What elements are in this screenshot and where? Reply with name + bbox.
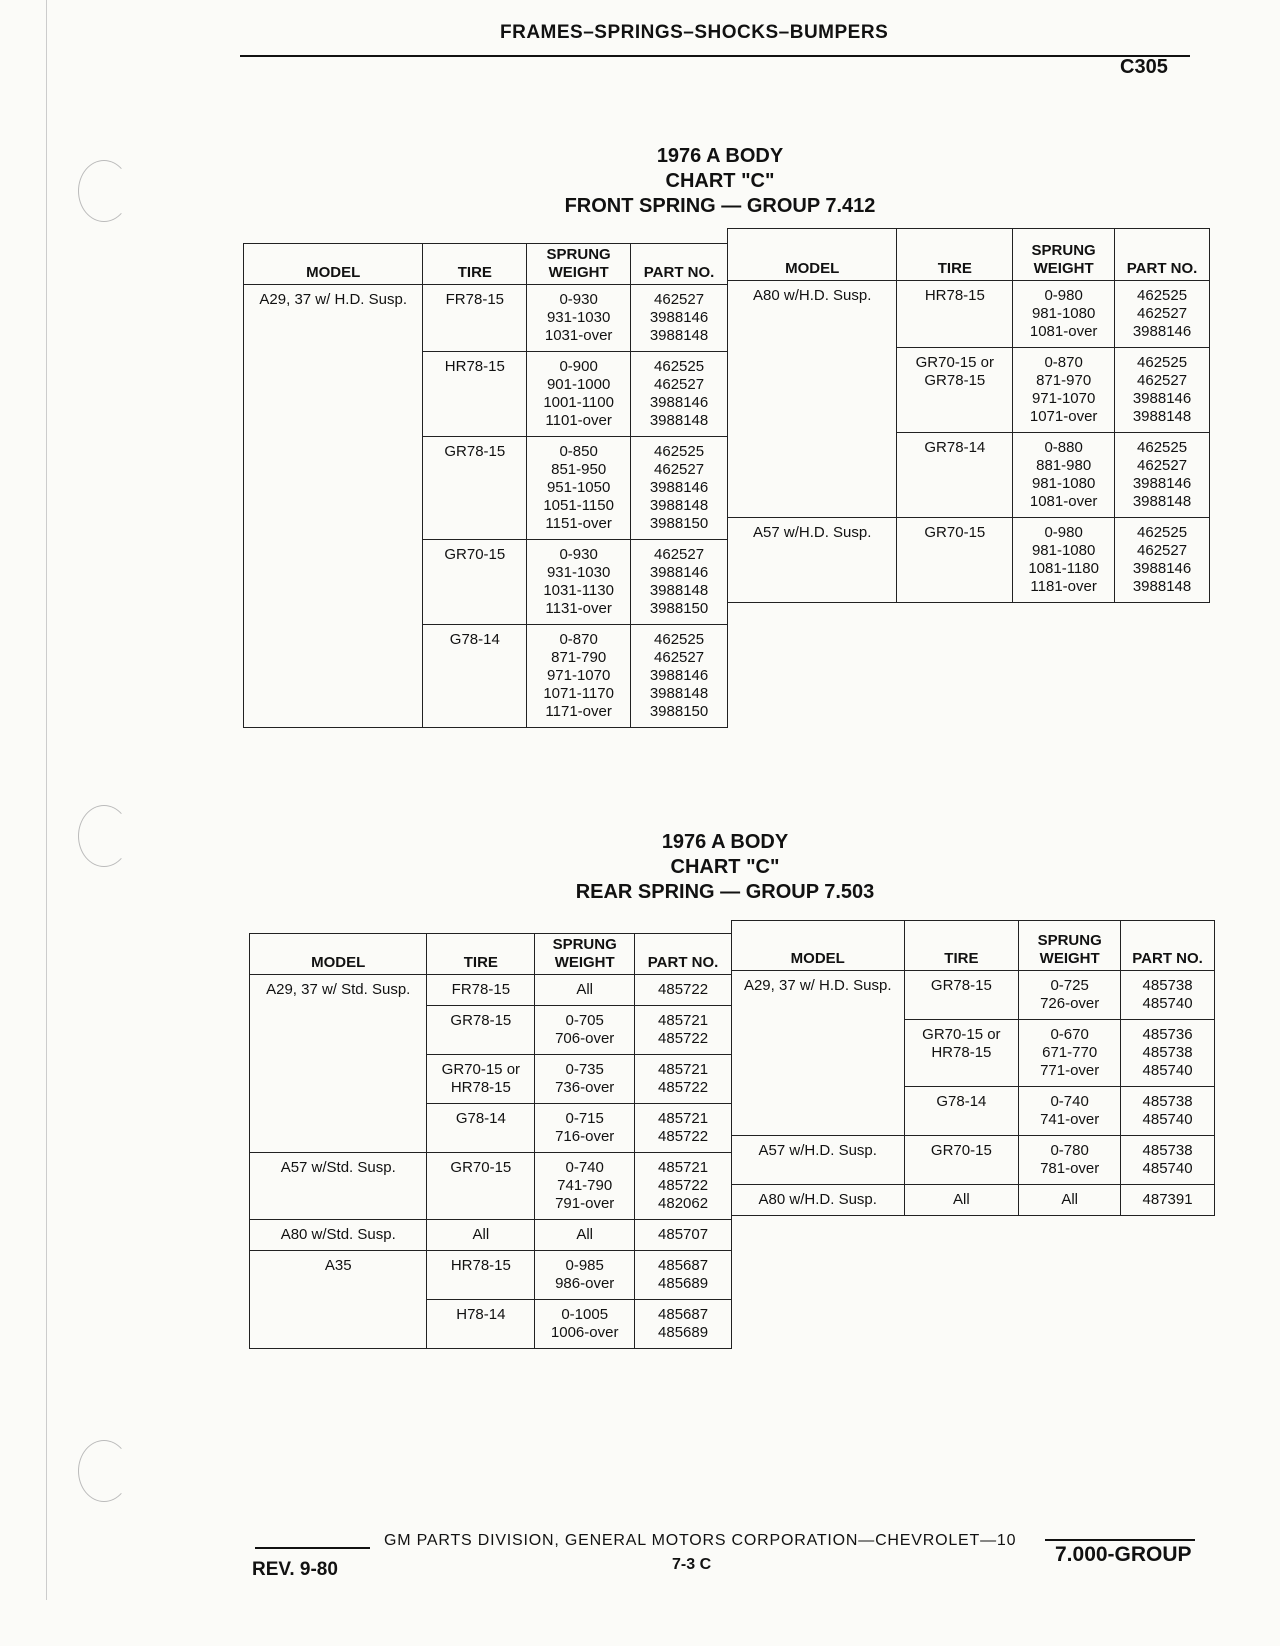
table-row bbox=[250, 1153, 732, 1220]
footer-rule bbox=[255, 1547, 370, 1549]
wt-value: 981-1080 bbox=[1031, 542, 1096, 559]
tire-cell: G78-14 bbox=[904, 1087, 1019, 1136]
pn-value: 485722 bbox=[658, 1128, 709, 1145]
pn-value: 485721 bbox=[658, 1012, 709, 1029]
wt-value: 0-930 bbox=[559, 291, 598, 308]
wt-value: All bbox=[576, 1226, 594, 1243]
pn-value: 3988150 bbox=[649, 703, 709, 720]
wt-value: 871-970 bbox=[1036, 372, 1092, 389]
pn-value: 485738 bbox=[1142, 1093, 1193, 1110]
pn-value: 462527 bbox=[654, 649, 705, 666]
wt-cell bbox=[1019, 1185, 1121, 1216]
pn-value: 3988146 bbox=[1132, 475, 1192, 492]
wt-value: 0-705 bbox=[565, 1012, 604, 1029]
wt-value: 0-880 bbox=[1044, 439, 1083, 456]
table-row bbox=[250, 975, 732, 1006]
wt-value: 881-980 bbox=[1036, 457, 1092, 474]
wt-value: 1081-1180 bbox=[1028, 560, 1099, 577]
wt-value: 1181-over bbox=[1030, 578, 1097, 595]
pn-value: 462527 bbox=[1137, 542, 1188, 559]
wt-value: 981-1080 bbox=[1031, 305, 1096, 322]
pn-value: 462527 bbox=[654, 291, 705, 308]
rear-title-line3: REAR SPRING — GROUP 7.503 bbox=[575, 881, 875, 903]
tire-cell: All bbox=[904, 1185, 1019, 1216]
wt-cell bbox=[535, 1251, 635, 1300]
tire-cell: GR78-14 bbox=[897, 433, 1013, 518]
pn-cell bbox=[1121, 1020, 1215, 1087]
pn-value: 3988148 bbox=[649, 327, 709, 344]
wt-cell bbox=[535, 1220, 635, 1251]
wt-cell bbox=[535, 1153, 635, 1220]
pn-value: 3988146 bbox=[649, 667, 709, 684]
pn-value: 462527 bbox=[1137, 457, 1188, 474]
wt-cell bbox=[535, 1006, 635, 1055]
tire-cell: GR78-15 bbox=[427, 1006, 535, 1055]
pn-value: 485740 bbox=[1142, 1160, 1193, 1177]
pn-value: 485707 bbox=[658, 1226, 709, 1243]
pn-value: 462525 bbox=[1137, 287, 1188, 304]
col-sprung-weight: SPRUNG WEIGHT bbox=[527, 244, 631, 285]
group-label: 7.000-GROUP bbox=[1055, 1543, 1192, 1566]
pn-cell bbox=[1115, 281, 1210, 348]
wt-value: 0-715 bbox=[565, 1110, 604, 1127]
wt-value: 0-850 bbox=[559, 443, 598, 460]
wt-value: 901-1000 bbox=[546, 376, 611, 393]
publisher-line: GM PARTS DIVISION, GENERAL MOTORS CORPORATION—CHEVROLET—10 bbox=[384, 1532, 1017, 1549]
wt-value: 1031-over bbox=[544, 327, 613, 344]
page-code: C305 bbox=[1120, 56, 1168, 78]
model-cell: A29, 37 w/ H.D. Susp. bbox=[244, 285, 423, 728]
wt-value: 971-1070 bbox=[1031, 390, 1096, 407]
section-title: FRAMES–SPRINGS–SHOCKS–BUMPERS bbox=[500, 22, 889, 43]
front-spring-left-table bbox=[243, 243, 728, 728]
wt-cell bbox=[1013, 348, 1115, 433]
pn-value: 485721 bbox=[658, 1159, 709, 1176]
pn-value: 462525 bbox=[654, 358, 705, 375]
wt-value: 0-670 bbox=[1050, 1026, 1089, 1043]
wt-value: 931-1030 bbox=[546, 309, 611, 326]
wt-value: 0-725 bbox=[1050, 977, 1089, 994]
pn-value: 485740 bbox=[1142, 1111, 1193, 1128]
col-tire: TIRE bbox=[904, 921, 1019, 971]
pn-cell bbox=[631, 437, 728, 540]
wt-value: 0-985 bbox=[565, 1257, 604, 1274]
pn-cell bbox=[1121, 1087, 1215, 1136]
pn-value: 485689 bbox=[658, 1324, 709, 1341]
tire-cell: GR70-15 bbox=[897, 518, 1013, 603]
wt-value: 0-900 bbox=[559, 358, 598, 375]
wt-cell bbox=[1019, 971, 1121, 1020]
wt-cell bbox=[527, 285, 631, 352]
wt-value: 736-over bbox=[555, 1079, 615, 1096]
pn-value: 3988146 bbox=[1132, 560, 1192, 577]
pn-value: 3988146 bbox=[649, 394, 709, 411]
pn-value: 3988148 bbox=[1132, 493, 1192, 510]
wt-value: 1101-over bbox=[545, 412, 612, 429]
wt-value: 1071-over bbox=[1029, 408, 1098, 425]
pn-value: 485738 bbox=[1142, 1044, 1193, 1061]
pn-value: 485722 bbox=[658, 981, 709, 998]
pn-value: 462525 bbox=[1137, 439, 1188, 456]
wt-cell bbox=[535, 1055, 635, 1104]
pn-cell bbox=[1121, 971, 1215, 1020]
table-row bbox=[732, 1136, 1215, 1185]
col-sprung-weight: SPRUNG WEIGHT bbox=[535, 934, 635, 975]
rear-spring-right-table bbox=[731, 920, 1215, 1216]
wt-cell bbox=[1019, 1136, 1121, 1185]
wt-value: 771-over bbox=[1040, 1062, 1100, 1079]
wt-cell bbox=[535, 975, 635, 1006]
wt-cell bbox=[527, 540, 631, 625]
wt-value: 0-740 bbox=[565, 1159, 604, 1176]
wt-cell bbox=[1013, 433, 1115, 518]
col-model: MODEL bbox=[732, 921, 905, 971]
wt-value: 671-770 bbox=[1042, 1044, 1098, 1061]
wt-value: 1071-1170 bbox=[543, 685, 614, 702]
pn-cell bbox=[631, 352, 728, 437]
wt-value: 851-950 bbox=[551, 461, 607, 478]
tire-cell: All bbox=[427, 1220, 535, 1251]
table-row bbox=[728, 281, 1210, 348]
pn-value: 485722 bbox=[658, 1177, 709, 1194]
tire-cell: GR78-15 bbox=[904, 971, 1019, 1020]
pn-cell bbox=[635, 1055, 732, 1104]
pn-value: 462525 bbox=[654, 631, 705, 648]
pn-value: 482062 bbox=[658, 1195, 709, 1212]
wt-value: 931-1030 bbox=[546, 564, 611, 581]
front-title-line1: 1976 A BODY bbox=[656, 145, 784, 167]
pn-cell bbox=[635, 1251, 732, 1300]
wt-cell bbox=[1013, 281, 1115, 348]
col-part-no: PART NO. bbox=[631, 244, 728, 285]
tire-cell: GR70-15 or HR78-15 bbox=[904, 1020, 1019, 1087]
wt-value: 726-over bbox=[1040, 995, 1100, 1012]
wt-value: 1031-1130 bbox=[543, 582, 614, 599]
wt-value: 741-over bbox=[1040, 1111, 1100, 1128]
wt-value: 0-930 bbox=[559, 546, 598, 563]
tire-cell: G78-14 bbox=[423, 625, 527, 728]
pn-value: 462527 bbox=[654, 376, 705, 393]
rear-spring-title bbox=[525, 830, 925, 905]
pn-value: 485721 bbox=[658, 1110, 709, 1127]
pn-cell bbox=[635, 1153, 732, 1220]
wt-value: 1171-over bbox=[545, 703, 612, 720]
page-number: 7-3 C bbox=[672, 1556, 712, 1573]
pn-value: 485740 bbox=[1142, 1062, 1193, 1079]
header-rule bbox=[240, 55, 1190, 57]
table-row bbox=[244, 285, 728, 352]
pn-value: 462525 bbox=[654, 443, 705, 460]
pn-value: 3988146 bbox=[1132, 323, 1192, 340]
pn-value: 487391 bbox=[1142, 1191, 1193, 1208]
wt-cell bbox=[535, 1104, 635, 1153]
wt-value: 706-over bbox=[555, 1030, 615, 1047]
pn-value: 462527 bbox=[1137, 305, 1188, 322]
wt-value: 741-790 bbox=[557, 1177, 613, 1194]
model-cell: A29, 37 w/ Std. Susp. bbox=[250, 975, 427, 1153]
page-margin-line bbox=[46, 0, 47, 1600]
rear-title-line2: CHART "C" bbox=[670, 856, 780, 878]
binder-hole bbox=[78, 805, 130, 867]
model-cell: A80 w/Std. Susp. bbox=[250, 1220, 427, 1251]
front-spring-title bbox=[520, 144, 920, 219]
pn-cell bbox=[635, 1300, 732, 1349]
wt-value: 0-870 bbox=[559, 631, 598, 648]
pn-value: 485738 bbox=[1142, 977, 1193, 994]
wt-value: 1081-over bbox=[1029, 323, 1098, 340]
wt-value: 781-over bbox=[1040, 1160, 1100, 1177]
col-tire: TIRE bbox=[897, 229, 1013, 281]
wt-value: All bbox=[576, 981, 594, 998]
tire-cell: GR70-15 or GR78-15 bbox=[897, 348, 1013, 433]
pn-cell bbox=[635, 975, 732, 1006]
wt-value: 1006-over bbox=[550, 1324, 619, 1341]
pn-value: 462525 bbox=[1137, 524, 1188, 541]
wt-value: 0-870 bbox=[1044, 354, 1083, 371]
pn-value: 462527 bbox=[654, 546, 705, 563]
model-cell: A35 bbox=[250, 1251, 427, 1349]
pn-cell bbox=[631, 625, 728, 728]
pn-cell bbox=[1115, 518, 1210, 603]
wt-cell bbox=[527, 437, 631, 540]
wt-value: 1131-over bbox=[545, 600, 612, 617]
model-cell: A29, 37 w/ H.D. Susp. bbox=[732, 971, 905, 1136]
model-cell: A80 w/H.D. Susp. bbox=[728, 281, 897, 518]
table-row bbox=[732, 971, 1215, 1020]
wt-value: 971-1070 bbox=[546, 667, 611, 684]
tire-cell: HR78-15 bbox=[423, 352, 527, 437]
rear-title-line1: 1976 A BODY bbox=[661, 831, 789, 853]
pn-value: 3988146 bbox=[649, 564, 709, 581]
tire-cell: GR70-15 bbox=[427, 1153, 535, 1220]
wt-value: 981-1080 bbox=[1031, 475, 1096, 492]
pn-value: 3988146 bbox=[649, 479, 709, 496]
wt-value: 0-740 bbox=[1050, 1093, 1089, 1110]
wt-value: 0-780 bbox=[1050, 1142, 1089, 1159]
tire-cell: FR78-15 bbox=[427, 975, 535, 1006]
col-tire: TIRE bbox=[427, 934, 535, 975]
pn-value: 485689 bbox=[658, 1275, 709, 1292]
wt-value: 951-1050 bbox=[546, 479, 611, 496]
wt-cell bbox=[527, 352, 631, 437]
col-sprung-weight: SPRUNG WEIGHT bbox=[1013, 229, 1115, 281]
pn-value: 462527 bbox=[1137, 372, 1188, 389]
table-row bbox=[728, 518, 1210, 603]
col-part-no: PART NO. bbox=[1115, 229, 1210, 281]
col-model: MODEL bbox=[728, 229, 897, 281]
pn-value: 3988146 bbox=[1132, 390, 1192, 407]
wt-value: 0-980 bbox=[1044, 287, 1083, 304]
pn-value: 485722 bbox=[658, 1030, 709, 1047]
wt-value: 1001-1100 bbox=[543, 394, 614, 411]
table-row bbox=[250, 1251, 732, 1300]
pn-cell bbox=[1121, 1136, 1215, 1185]
tire-cell: HR78-15 bbox=[897, 281, 1013, 348]
wt-cell bbox=[535, 1300, 635, 1349]
pn-value: 3988148 bbox=[1132, 408, 1192, 425]
pn-value: 485738 bbox=[1142, 1142, 1193, 1159]
tire-cell: H78-14 bbox=[427, 1300, 535, 1349]
pn-value: 462525 bbox=[1137, 354, 1188, 371]
wt-cell bbox=[1019, 1020, 1121, 1087]
col-sprung-weight: SPRUNG WEIGHT bbox=[1019, 921, 1121, 971]
pn-value: 3988148 bbox=[1132, 578, 1192, 595]
wt-value: 716-over bbox=[555, 1128, 615, 1145]
col-tire: TIRE bbox=[423, 244, 527, 285]
wt-value: All bbox=[1061, 1191, 1078, 1208]
wt-cell bbox=[1013, 518, 1115, 603]
pn-value: 462527 bbox=[654, 461, 705, 478]
pn-value: 485740 bbox=[1142, 995, 1193, 1012]
pn-cell bbox=[635, 1104, 732, 1153]
col-part-no: PART NO. bbox=[635, 934, 732, 975]
model-cell: A57 w/H.D. Susp. bbox=[728, 518, 897, 603]
wt-value: 0-1005 bbox=[561, 1306, 609, 1323]
pn-cell bbox=[631, 540, 728, 625]
wt-value: 1051-1150 bbox=[543, 497, 614, 514]
model-cell: A57 w/Std. Susp. bbox=[250, 1153, 427, 1220]
wt-value: 791-over bbox=[555, 1195, 615, 1212]
pn-cell bbox=[635, 1220, 732, 1251]
tire-cell: HR78-15 bbox=[427, 1251, 535, 1300]
pn-value: 3988150 bbox=[649, 515, 709, 532]
pn-value: 3988148 bbox=[649, 685, 709, 702]
binder-hole bbox=[78, 160, 130, 222]
pn-value: 485687 bbox=[658, 1257, 709, 1274]
rear-spring-left-table bbox=[249, 933, 732, 1349]
wt-value: 1081-over bbox=[1029, 493, 1098, 510]
tire-cell: GR78-15 bbox=[423, 437, 527, 540]
wt-cell bbox=[1019, 1087, 1121, 1136]
front-title-line3: FRONT SPRING — GROUP 7.412 bbox=[564, 195, 876, 217]
pn-value: 3988148 bbox=[649, 412, 709, 429]
tire-cell: GR70-15 bbox=[423, 540, 527, 625]
tire-cell: GR70-15 or HR78-15 bbox=[427, 1055, 535, 1104]
wt-value: 986-over bbox=[555, 1275, 615, 1292]
pn-value: 485722 bbox=[658, 1079, 709, 1096]
pn-cell bbox=[1115, 433, 1210, 518]
pn-value: 485736 bbox=[1142, 1026, 1193, 1043]
wt-cell bbox=[527, 625, 631, 728]
binder-hole bbox=[78, 1440, 130, 1502]
table-row bbox=[250, 1220, 732, 1251]
footer-rule bbox=[1045, 1539, 1195, 1541]
model-cell: A57 w/H.D. Susp. bbox=[732, 1136, 905, 1185]
wt-value: 0-735 bbox=[565, 1061, 604, 1078]
model-cell: A80 w/H.D. Susp. bbox=[732, 1185, 905, 1216]
pn-cell bbox=[631, 285, 728, 352]
pn-cell bbox=[1121, 1185, 1215, 1216]
col-part-no: PART NO. bbox=[1121, 921, 1215, 971]
tire-cell: FR78-15 bbox=[423, 285, 527, 352]
table-row bbox=[732, 1185, 1215, 1216]
pn-cell bbox=[635, 1006, 732, 1055]
wt-value: 0-980 bbox=[1044, 524, 1083, 541]
pn-value: 3988148 bbox=[649, 582, 709, 599]
tire-cell: GR70-15 bbox=[904, 1136, 1019, 1185]
tire-cell: G78-14 bbox=[427, 1104, 535, 1153]
pn-value: 3988148 bbox=[649, 497, 709, 514]
pn-cell bbox=[1115, 348, 1210, 433]
pn-value: 3988146 bbox=[649, 309, 709, 326]
front-spring-right-table bbox=[727, 228, 1210, 603]
wt-value: 871-790 bbox=[551, 649, 607, 666]
col-model: MODEL bbox=[250, 934, 427, 975]
col-model: MODEL bbox=[244, 244, 423, 285]
wt-value: 1151-over bbox=[545, 515, 612, 532]
pn-value: 485721 bbox=[658, 1061, 709, 1078]
front-title-line2: CHART "C" bbox=[665, 170, 775, 192]
pn-value: 485687 bbox=[658, 1306, 709, 1323]
revision-label: REV. 9-80 bbox=[252, 1559, 338, 1580]
pn-value: 3988150 bbox=[649, 600, 709, 617]
